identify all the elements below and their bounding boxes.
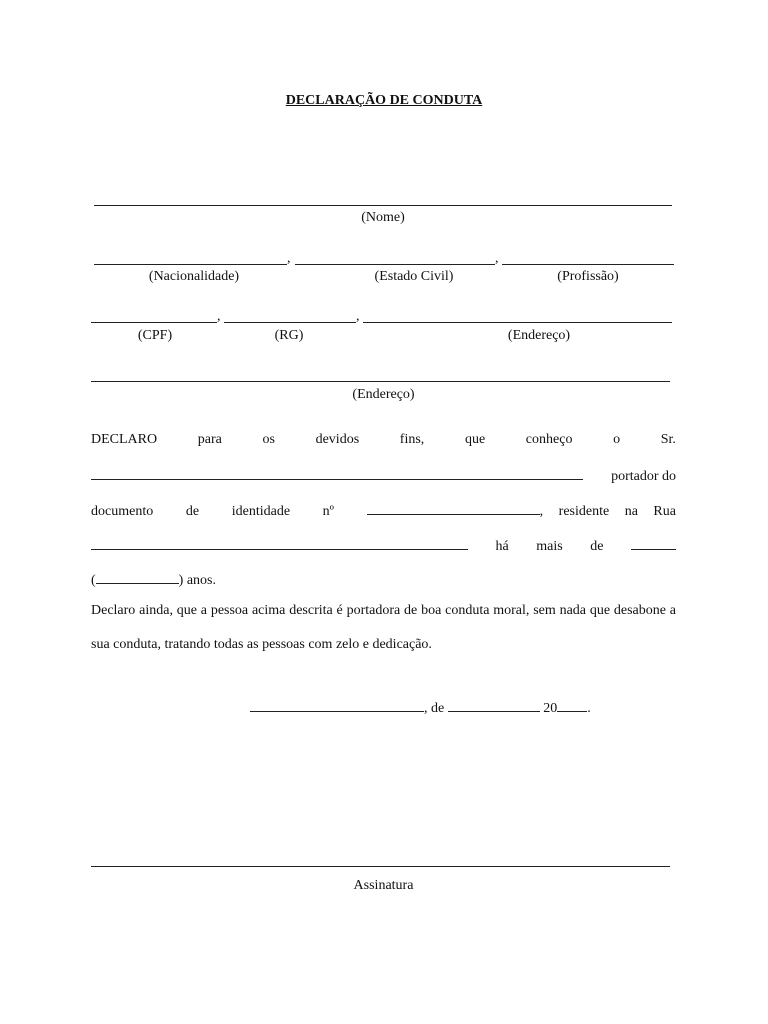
- declaration-line-3: [91, 501, 676, 520]
- signature-line[interactable]: [91, 866, 670, 867]
- date-de: , de: [424, 701, 445, 716]
- word: fins,: [399, 432, 425, 447]
- years-number-blank[interactable]: [631, 536, 676, 550]
- word: Sr.: [660, 432, 676, 447]
- word: nº: [322, 504, 335, 519]
- year-blank[interactable]: [557, 698, 587, 712]
- cpf-caption: (CPF): [137, 328, 173, 343]
- date-line: [250, 698, 591, 717]
- document-title: DECLARAÇÃO DE CONDUTA: [285, 93, 483, 108]
- profession-blank-line[interactable]: [502, 264, 674, 265]
- word: identidade: [231, 504, 291, 519]
- word: DECLARO: [91, 432, 158, 447]
- address-caption: (Endereço): [507, 328, 571, 343]
- word: os: [262, 432, 275, 447]
- address-full-caption: (Endereço): [352, 387, 415, 402]
- word: documento: [91, 504, 154, 519]
- street-blank[interactable]: [91, 536, 468, 550]
- comma-separator: ,: [287, 251, 291, 266]
- month-blank[interactable]: [448, 698, 540, 712]
- residence-text: , residente na Rua: [539, 504, 676, 519]
- word: de: [185, 504, 200, 519]
- declaration-line-5: [91, 570, 216, 589]
- id-number-blank[interactable]: [367, 501, 540, 515]
- civil-status-caption: (Estado Civil): [374, 269, 454, 284]
- word: devidos: [315, 432, 360, 447]
- id-number-group: [367, 501, 676, 520]
- signature-caption: Assinatura: [353, 878, 414, 893]
- name-caption: (Nome): [361, 210, 405, 225]
- declaration-line-2: [91, 466, 676, 485]
- date-end: .: [587, 701, 591, 716]
- nationality-caption: (Nacionalidade): [148, 269, 240, 284]
- rg-blank-line[interactable]: [224, 322, 356, 323]
- word: há: [495, 539, 509, 554]
- word: mais: [536, 539, 563, 554]
- years-suffix: ) anos.: [178, 573, 216, 588]
- profession-caption: (Profissão): [557, 269, 619, 284]
- comma-separator: ,: [217, 309, 221, 324]
- civil-status-blank-line[interactable]: [295, 264, 495, 265]
- comma-separator: ,: [356, 309, 360, 324]
- paren-open: (: [91, 573, 96, 588]
- city-blank[interactable]: [250, 698, 424, 712]
- word: o: [613, 432, 621, 447]
- address-blank-line[interactable]: [363, 322, 672, 323]
- year-prefix: 20: [543, 701, 558, 716]
- carrier-text: portador do: [611, 469, 676, 484]
- word: para: [197, 432, 222, 447]
- cpf-blank-line[interactable]: [91, 322, 217, 323]
- declaration-line-1: [91, 432, 676, 448]
- comma-separator: ,: [495, 251, 499, 266]
- nationality-blank-line[interactable]: [94, 264, 287, 265]
- word: conheço: [525, 432, 573, 447]
- word: de: [590, 539, 604, 554]
- good-conduct-paragraph: Declaro ainda, que a pessoa acima descrita é portadora de boa conduta moral, sem nada que desabone a sua conduta, tratando todas as pessoas com zelo e dedicação.: [91, 603, 676, 652]
- declaration-line-4: [91, 536, 676, 555]
- word: que: [464, 432, 486, 447]
- person-name-blank[interactable]: [91, 466, 583, 480]
- address-full-blank-line[interactable]: [91, 381, 670, 382]
- name-blank-line[interactable]: [94, 205, 672, 206]
- rg-caption: (RG): [274, 328, 304, 343]
- years-text-blank[interactable]: [96, 570, 179, 584]
